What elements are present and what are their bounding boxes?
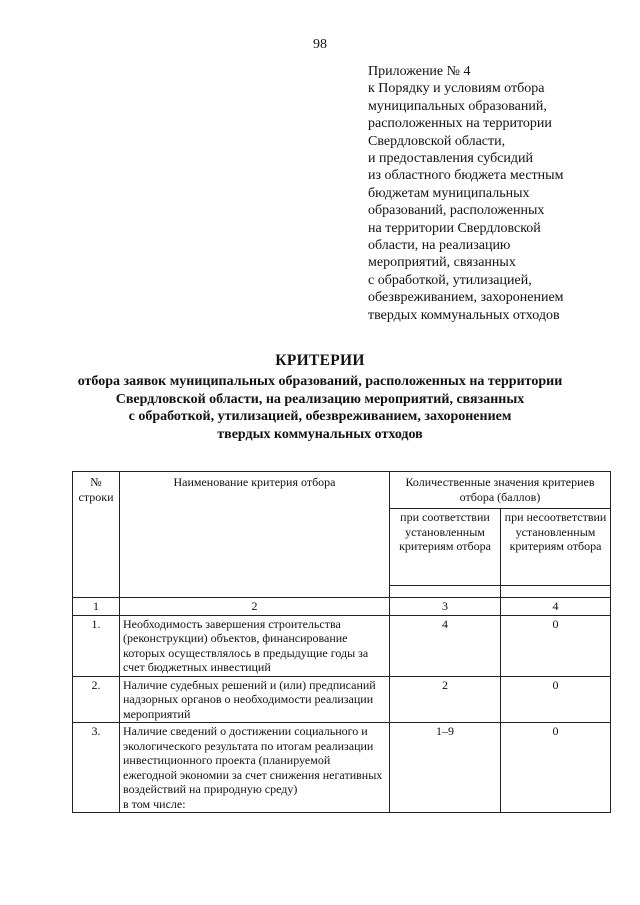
value-compliant: 4: [390, 615, 501, 676]
criterion-name: Необходимость завершения строительства (реконструкции) объектов, финансирование которых осуществлялось в предыдущие годы за счет бюджетных инвестиций: [120, 615, 390, 676]
subtitle-line: Свердловской области, на реализацию мероприятий, связанных: [115, 391, 525, 407]
header-criterion-name: Наименование критерия отбора: [120, 472, 390, 598]
criterion-name: Наличие сведений о достижении социального и экологического результата по итогам реализации инвестиционного проекта (планируемой ежегодной экономии за счет снижения негативных воздействий на природную среду): [123, 724, 383, 796]
value-noncompliant: 0: [501, 676, 611, 723]
subtitle-line: отбора заявок муниципальных образований, расположенных на территории: [77, 374, 563, 389]
row-number: 2.: [73, 676, 120, 723]
appendix-line: твердых коммунальных отходов: [368, 307, 560, 323]
appendix-line: на территории Свердловской: [368, 220, 541, 236]
value-noncompliant: 0: [501, 615, 611, 676]
row-number: 1.: [73, 615, 120, 676]
criterion-name-cell: [120, 723, 390, 813]
appendix-line: из областного бюджета местным: [368, 168, 564, 184]
value-noncompliant: 0: [501, 723, 611, 813]
header-row-number: № строки: [73, 472, 120, 598]
appendix-heading: [368, 63, 618, 324]
column-number: 2: [120, 598, 390, 616]
appendix-line: расположенных на территории: [368, 116, 552, 132]
appendix-line: к Порядку и условиям отбора: [368, 81, 545, 97]
column-number: 4: [501, 598, 611, 616]
appendix-line: обезвреживанием, захоронением: [368, 290, 564, 306]
appendix-line: муниципальных образований,: [368, 98, 547, 114]
table-row: [73, 676, 611, 723]
table-row: [73, 723, 611, 813]
subtitle-line: с обработкой, утилизацией, обезвреживанием, захоронением: [128, 409, 512, 425]
subtitle-line: твердых коммунальных отходов: [217, 427, 423, 443]
criteria-table: [72, 471, 611, 813]
header-if-compliant: при соответствии установленным критериям отбора: [390, 509, 501, 586]
appendix-line: мероприятий, связанных: [368, 255, 516, 271]
column-number: 3: [390, 598, 501, 616]
value-compliant: 2: [390, 676, 501, 723]
document-title: КРИТЕРИИ: [275, 352, 365, 369]
appendix-line: образований, расположенных: [368, 203, 545, 219]
appendix-line: Приложение № 4: [368, 64, 471, 79]
value-compliant: 1–9: [390, 723, 501, 813]
appendix-line: с обработкой, утилизацией,: [368, 272, 532, 288]
column-number: 1: [73, 598, 120, 616]
header-if-noncompliant: при несоответствии установленным критериям отбора: [501, 509, 611, 586]
table-header-row: [73, 472, 611, 509]
criterion-name-tail: в том числе:: [123, 796, 186, 811]
header-quantitative-values: Количественные значения критериев отбора (баллов): [390, 472, 611, 509]
appendix-line: Свердловской области,: [368, 133, 506, 149]
page-number: 98: [313, 37, 327, 52]
appendix-line: бюджетам муниципальных: [368, 185, 530, 201]
column-number-row: [73, 598, 611, 616]
criterion-name: Наличие судебных решений и (или) предписаний надзорных органов о необходимости реализации мероприятий: [120, 676, 390, 723]
appendix-line: и предоставления субсидий: [368, 151, 534, 167]
document-subtitle: [0, 373, 640, 444]
table-row: [73, 615, 611, 676]
row-number: 3.: [73, 723, 120, 813]
appendix-line: области, на реализацию: [368, 238, 511, 254]
